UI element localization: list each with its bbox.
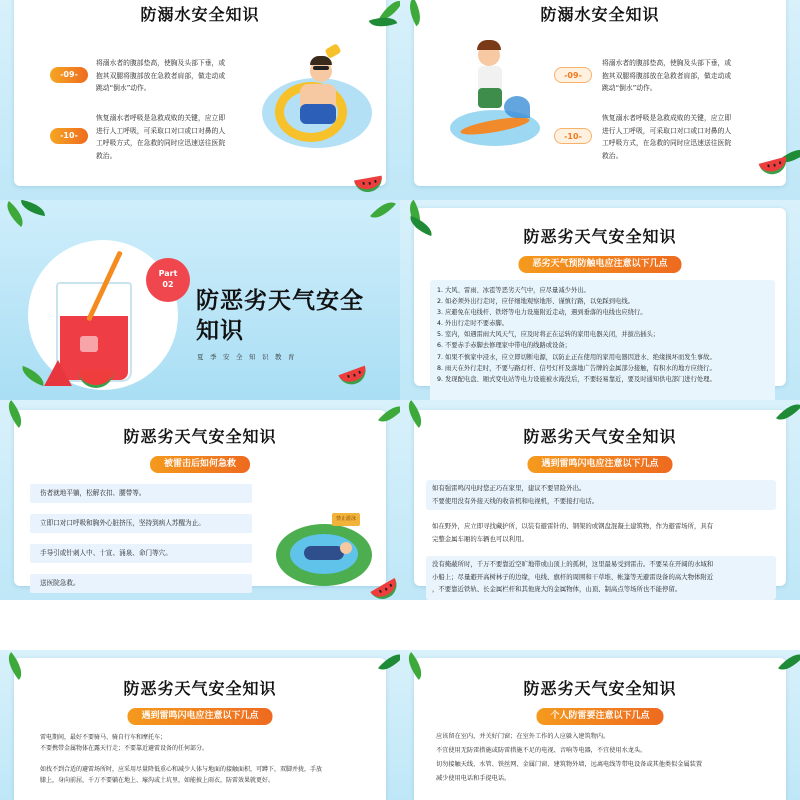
list-item: 1. 大风、雷雨、冰雹等恶劣天气中，应尽量减少外出。 (437, 287, 590, 294)
list-item: 5. 室内，如遇雷雨大风天气，应及时将正在运转的家用电器关闭，并拔出插头； (437, 331, 660, 339)
slide-6[interactable] (400, 400, 800, 600)
slide-title: 防恶劣天气安全知识 (523, 679, 677, 698)
list-item: 应该留在室内，并关好门窗；在室外工作的人应躲入建筑物内。 (436, 733, 610, 740)
list-item: 4. 外出行走时不要赤脚。 (437, 320, 508, 328)
step-number-badge: -10- (554, 128, 592, 144)
paragraph: 没有掩蔽所时，千万不要靠近空旷地带或山顶上的孤树，这里最易受到雷击。不要呆在开阔的水域和 小船上；尽量避开高树林子的边缘，电线、旗杆的周围和干草堆、帐篷等无避雷设备的高大物体附近 ，不要靠近铁轨、长金属栏杆和其他庞大的金属物体，山顶、制高点等场所也不能停留。 (432, 560, 714, 593)
step-text: 恢复溺水者呼吸是急救成败的关键，应立即 进行人工呼吸，可采取口对口或口对鼻的人 工呼吸方式，在急救的同时应迅速送往医院 救治。 (96, 114, 226, 160)
slide-3[interactable] (0, 200, 400, 400)
list-item: 伤者就地平躺，松解衣扣、腰带等。 (30, 484, 252, 503)
list-item: 7. 如果不慎家中浸水，应立即切断电源，以防止正在使用的家用电器因进水、绝缘损坏而发生事故。 (437, 353, 716, 361)
paragraph: 如有强雷鸣闪电时您正巧在家里，建议不要冒险外出。 不要使用没有外接天线的收音机和电视机，不要接打电话。 (432, 484, 599, 505)
numbered-list (437, 285, 716, 385)
slide-4[interactable] (400, 200, 800, 400)
step-text: 恢复溺水者呼吸是急救成败的关键，应立即 进行人工呼吸，可采取口对口或口对鼻的人 工呼吸方式，在急救的同时应迅速送往医院 救治。 (602, 114, 732, 160)
step-text: 将溺水者的腹部垫高，使胸及头部下垂，或 抱其双腿将腹部放在急救者肩部，做走动或 跳动“倒水”动作。 (96, 59, 226, 92)
slide-1[interactable] (0, 0, 400, 200)
section-subtitle: 夏季安全知识教育 (197, 353, 301, 361)
slide-title: 防恶劣天气安全知识 (523, 227, 677, 246)
list-item: 9. 发现配电盘、厢式变电站等电力设施被水淹没后，不要轻易靠近，要及时通知供电部门进行处理。 (437, 375, 716, 383)
list-item: 8. 雨天在外行走时，不要与路灯杆、信号灯杆及落地广告牌的金属部分接触，有积水的地方应绕行。 (437, 364, 716, 372)
section-pill: 遇到雷鸣闪电应注意以下几点 (127, 708, 272, 725)
paragraph: 如在野外，应立即寻找藏护所，以装有避雷针的、钢架的或钢盘混凝土建筑物，作为避雷场所，具有 完整金属车厢的车辆也可以利用。 (432, 522, 714, 543)
part-badge: Part 02 (146, 258, 190, 302)
list-item: 6. 不要赤手赤脚去修理家中带电的线路或设备； (437, 342, 571, 350)
slide-title: 防恶劣天气安全知识 (523, 427, 677, 446)
list-item: 减少使用电话和手提电话。 (436, 775, 511, 782)
list-item: 雷电期间，最好不要骑马、骑自行车和摩托车； 不要携带金属物体在露天行走；不要靠近避雷设备的任何部分。 (40, 734, 209, 752)
section-pill: 遇到雷鸣闪电应注意以下几点 (527, 456, 672, 473)
list-item: 手导引或针刺人中、十宣、涌泉、命门等穴。 (30, 544, 252, 563)
section-pill: 个人防雷要注意以下几点 (536, 708, 663, 725)
step-number-badge: -09- (50, 67, 88, 83)
section-title: 防恶劣天气安全 知识 (196, 288, 364, 344)
slide-5[interactable] (0, 400, 400, 600)
list-item: 2. 如必须外出行走时，应仔细地观察地形、谨慎行路，以免踩到电线。 (437, 298, 634, 306)
slide-title: 防恶劣天气安全知识 (123, 427, 277, 446)
list-item: 不宜使用无防雷措施或防雷措施不足的电视、音响等电器，不宜使用水龙头。 (436, 747, 647, 754)
section-pill: 恶劣天气预防触电应注意以下几点 (518, 256, 681, 273)
step-text: 将溺水者的腹部垫高，使胸及头部下垂，或 抱其双腿将腹部放在急救者肩部，做走动或 跳动“倒水”动作。 (602, 59, 732, 92)
list-item: 送医院急救。 (30, 574, 252, 593)
no-swimming-sign: 禁止游泳 (332, 513, 360, 526)
bullet-list (436, 730, 702, 786)
slide-title: 防溺水安全知识 (540, 5, 660, 24)
step-number-badge: -10- (50, 128, 88, 144)
slide-title: 防溺水安全知识 (140, 5, 260, 24)
list-item: 如找不到合适的避雷场所时，应采用尽量降低重心和减少人体与地面的接触面积，可蹲下，双脚并拢，手放 膝上，身向前屈，千万不要躺在地上、壕沟或土坑里，如能披上雨衣，防雷效果就更好。 (40, 766, 323, 784)
slide-title: 防恶劣天气安全知识 (123, 679, 277, 698)
step-number-badge: -09- (554, 67, 592, 83)
slide-2[interactable] (400, 0, 800, 200)
list-item: 3. 应避免在电线杆、铁塔等电力设施附近走动，遇到垂落的电线也应绕行。 (437, 309, 647, 317)
list-item: 切勿接触天线、水管、铁丝网、金属门窗、建筑物外墙，远离电线等带电设备或其他类似金属装置 (436, 761, 703, 768)
list-item: 立即口对口呼吸和胸外心脏挤压，坚持到病人苏醒为止。 (30, 514, 252, 533)
slide-7[interactable] (0, 650, 400, 800)
section-pill: 被雷击后如何急救 (150, 456, 250, 473)
slide-8[interactable] (400, 650, 800, 800)
